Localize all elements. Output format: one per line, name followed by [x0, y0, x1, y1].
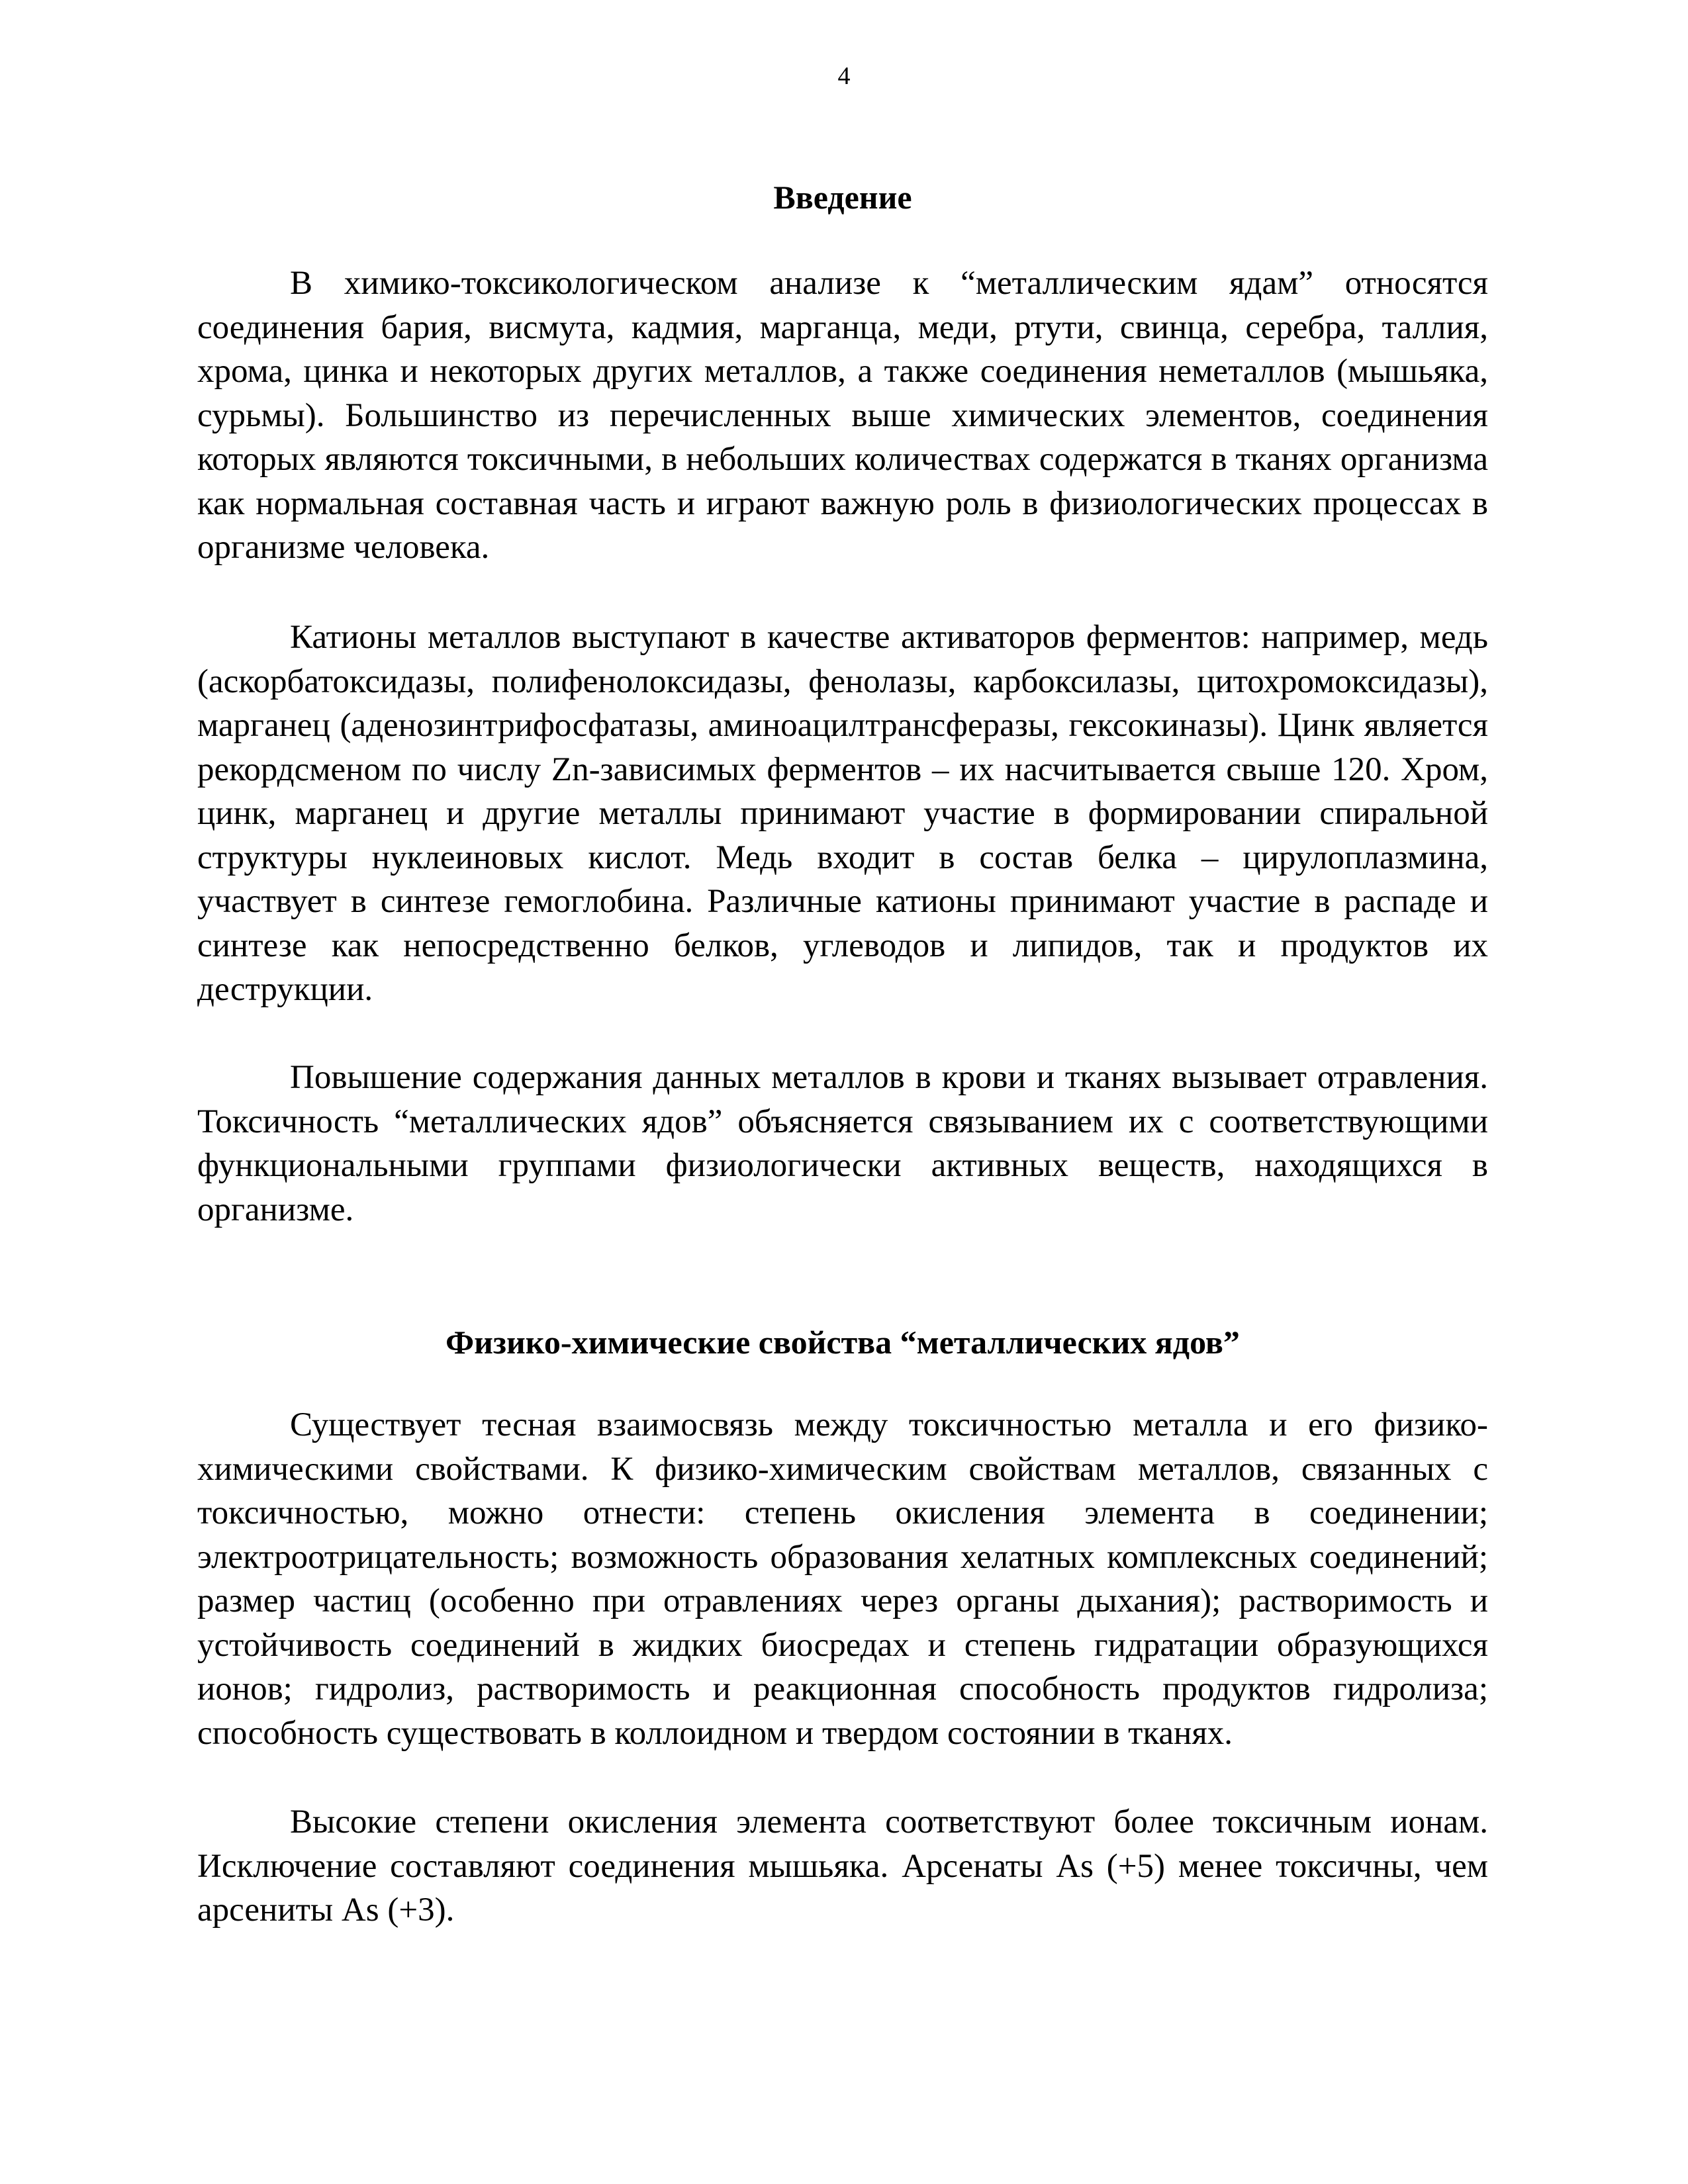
- section-paragraph-2: Высокие степени окисления элемента соответствуют более токсичным ионам. Исключение составляют соединения мышьяка. Арсенаты As (+5) менее токсичны, чем арсениты As (+3).: [197, 1803, 1488, 1929]
- intro-heading: Введение: [773, 179, 912, 216]
- intro-paragraph-2: Катионы металлов выступают в качестве активаторов ферментов: например, медь (аскорбатоксидазы, полифенолоксидазы, фенолазы, карбоксилазы, цитохромоксидазы), марганец (аденозинтрифосфатазы, аминоацилтрансферазы, гексокиназы). Цинк является рекордсменом по числу Zn-зависимых ферментов – их насчитывается свыше 120. Хром, цинк, марганец и другие металлы принимают участие в формировании спиральной структуры нуклеиновых кислот. Медь входит в состав белка – цирулоплазмина, участвует в синтезе гемоглобина. Различные катионы принимают участие в распаде и синтезе как непосредственно белков, углеводов и липидов, так и продуктов их деструкции.: [197, 619, 1488, 1008]
- page-number: 4: [837, 62, 851, 90]
- section-paragraph-1: Существует тесная взаимосвязь между токсичностью металла и его физико-химическими свойствами. К физико-химическим свойствам металлов, связанных с токсичностью, можно отнести: степень окисления элемента в соединении; электроотрицательность; возможность образования хелатных комплексных соединений; размер частиц (особенно при отравлениях через органы дыхания); растворимость и устойчивость соединений в жидких биосредах и степень гидратации образующихся ионов; гидролиз, растворимость и реакционная способность продуктов гидролиза; способность существовать в коллоидном и твердом состоянии в тканях.: [197, 1406, 1488, 1752]
- intro-paragraph-1: В химико-токсикологическом анализе к “металлическим ядам” относятся соединения бария, висмута, кадмия, марганца, меди, ртути, свинца, серебра, таллия, хрома, цинка и некоторых других металлов, а также соединения неметаллов (мышьяка, сурьмы). Большинство из перечисленных выше химических элементов, соединения которых являются токсичными, в небольших количествах содержатся в тканях организма как нормальная составная часть и играют важную роль в физиологических процессах в организме человека.: [197, 265, 1488, 566]
- section-heading: Физико-химические свойства “металлических ядов”: [445, 1324, 1240, 1361]
- intro-paragraph-3: Повышение содержания данных металлов в крови и тканях вызывает отравления. Токсичность “металлических ядов” объясняется связыванием их с соответствующими функциональными группами физиологически активных веществ, находящихся в организме.: [197, 1059, 1488, 1228]
